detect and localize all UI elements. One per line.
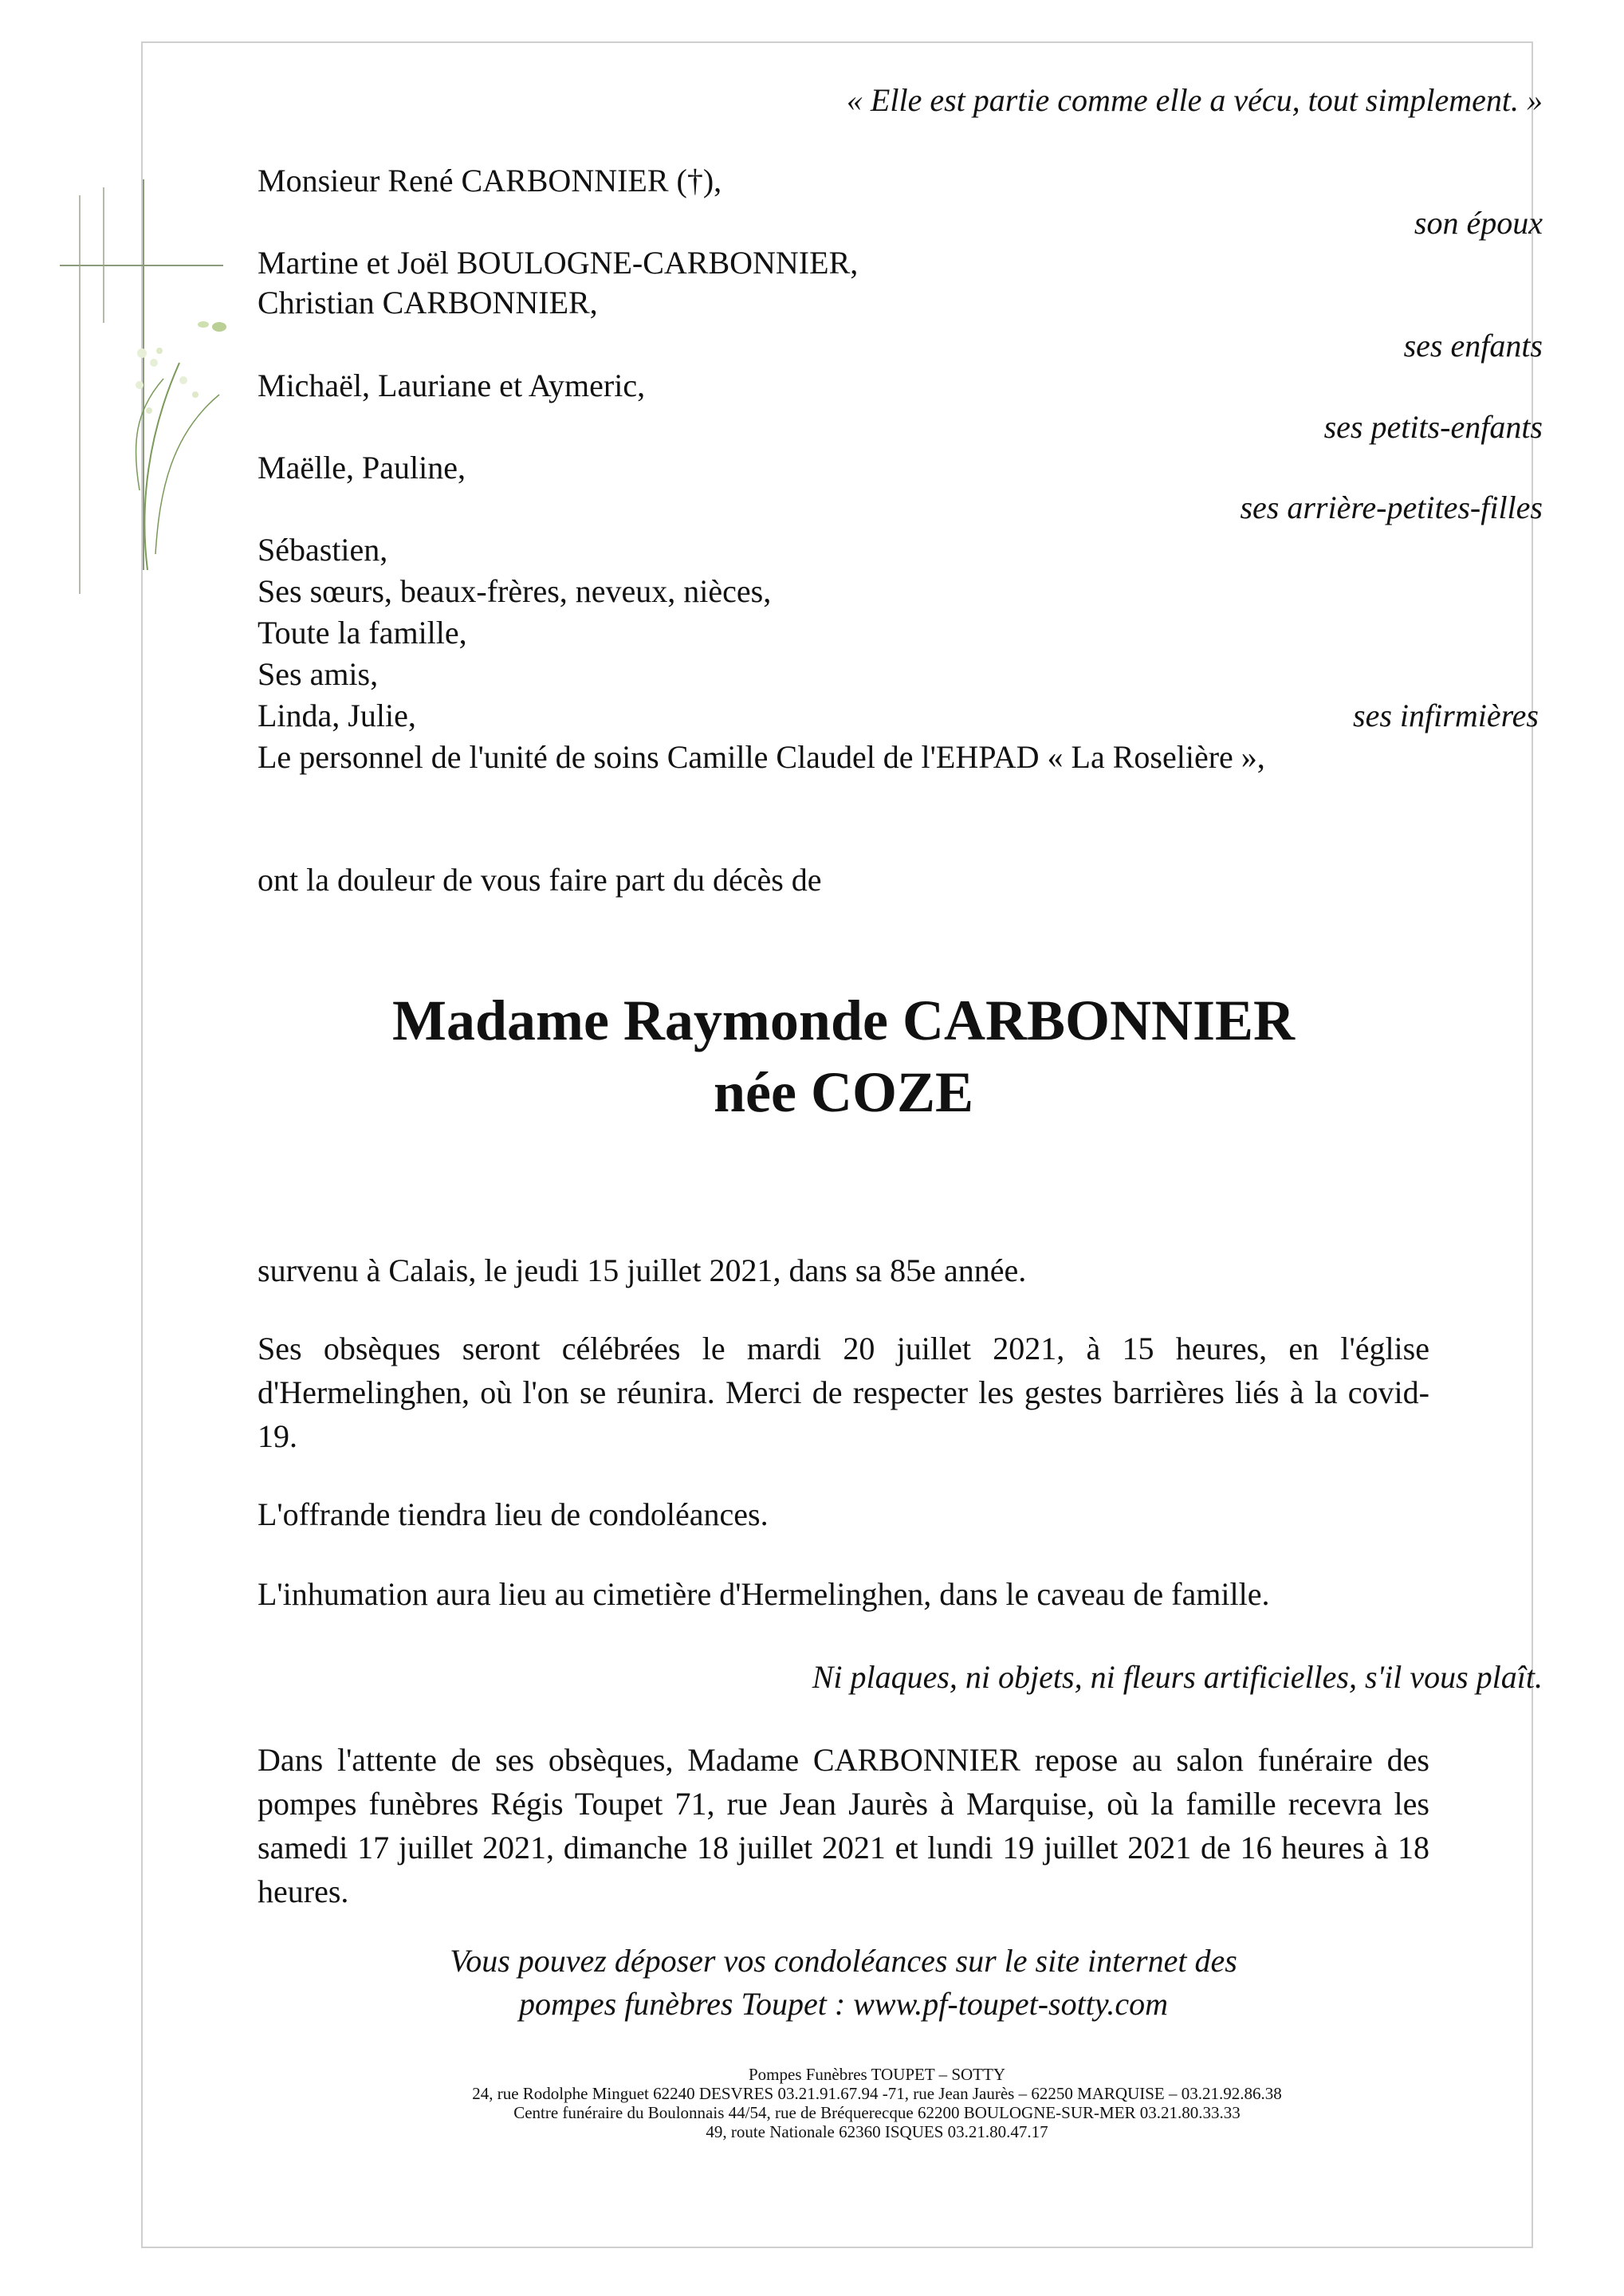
quote: « Elle est partie comme elle a vécu, tout simplement. » <box>846 82 1543 118</box>
line-sebastien: Sébastien, <box>258 532 388 568</box>
announcement: ont la douleur de vous faire part du décès de <box>258 862 822 898</box>
footer-company: Pompes Funèbres TOUPET – SOTTY <box>748 2065 1005 2084</box>
great-grandchildren-role: ses arrière-petites-filles <box>1240 489 1543 525</box>
line-siblings: Ses sœurs, beaux-frères, neveux, nièces, <box>258 573 772 609</box>
nurses-role: ses infirmières <box>1353 698 1539 733</box>
children-line-1: Martine et Joël BOULOGNE-CARBONNIER, <box>258 245 859 281</box>
deceased-name: Madame Raymonde CARBONNIER <box>392 989 1295 1052</box>
grandchildren-role: ses petits-enfants <box>1323 409 1543 445</box>
footer-line-3: 49, route Nationale 62360 ISQUES 03.21.80.47.17 <box>706 2122 1048 2141</box>
deceased-maiden-name: née COZE <box>713 1060 973 1124</box>
grandchildren: Michaël, Lauriane et Aymeric, <box>258 368 646 403</box>
burial-info: L'inhumation aura lieu au cimetière d'Hermelinghen, dans le caveau de famille. <box>258 1576 1270 1612</box>
cross-with-lilies-icon <box>60 171 243 594</box>
great-grandchildren: Maëlle, Pauline, <box>258 450 466 486</box>
condolences-line-1: Vous pouvez déposer vos condoléances sur le site internet des <box>450 1943 1237 1979</box>
funeral-info: Ses obsèques seront célébrées le mardi 20 juillet 2021, à 15 heures, en l'église d'Hermelinghen, où l'on se réunira. Merci de respecter les gestes barrières liés à la covid-19. <box>258 1331 1429 1454</box>
offering-info: L'offrande tiendra lieu de condoléances. <box>258 1496 769 1532</box>
nurses: Linda, Julie, <box>258 698 416 733</box>
repose-info: Dans l'attente de ses obsèques, Madame CARBONNIER repose au salon funéraire des pompes funèbres Régis Toupet 71, rue Jean Jaurès à Marquise, où la famille recevra les samedi 17 juillet 2021, dimanche 18 juillet 2021 et lundi 19 juillet 2021 de 16 heures à 18 heures. <box>258 1742 1429 1909</box>
condolences-line-2: pompes funèbres Toupet : www.pf-toupet-sotty.com <box>518 1986 1169 2022</box>
staff: Le personnel de l'unité de soins Camille Claudel de l'EHPAD « La Roselière », <box>258 739 1265 775</box>
death-info: survenu à Calais, le jeudi 15 juillet 2021, dans sa 85e année. <box>258 1252 1027 1288</box>
line-friends: Ses amis, <box>258 656 379 692</box>
footer-line-1: 24, rue Rodolphe Minguet 62240 DESVRES 03.21.91.67.94 -71, rue Jean Jaurès – 62250 MARQUISE – 03.21.92.86.38 <box>472 2084 1282 2103</box>
no-flowers-notice: Ni plaques, ni objets, ni fleurs artificielles, s'il vous plaît. <box>812 1659 1543 1695</box>
children-role: ses enfants <box>1403 328 1543 364</box>
spouse-name: Monsieur René CARBONNIER (†), <box>258 163 722 199</box>
spouse-role: son époux <box>1414 205 1543 241</box>
line-family: Toute la famille, <box>258 615 467 651</box>
footer-line-2: Centre funéraire du Boulonnais 44/54, rue de Bréquerecque 62200 BOULOGNE-SUR-MER 03.21.80.33.33 <box>513 2103 1241 2122</box>
children-line-2: Christian CARBONNIER, <box>258 285 598 320</box>
